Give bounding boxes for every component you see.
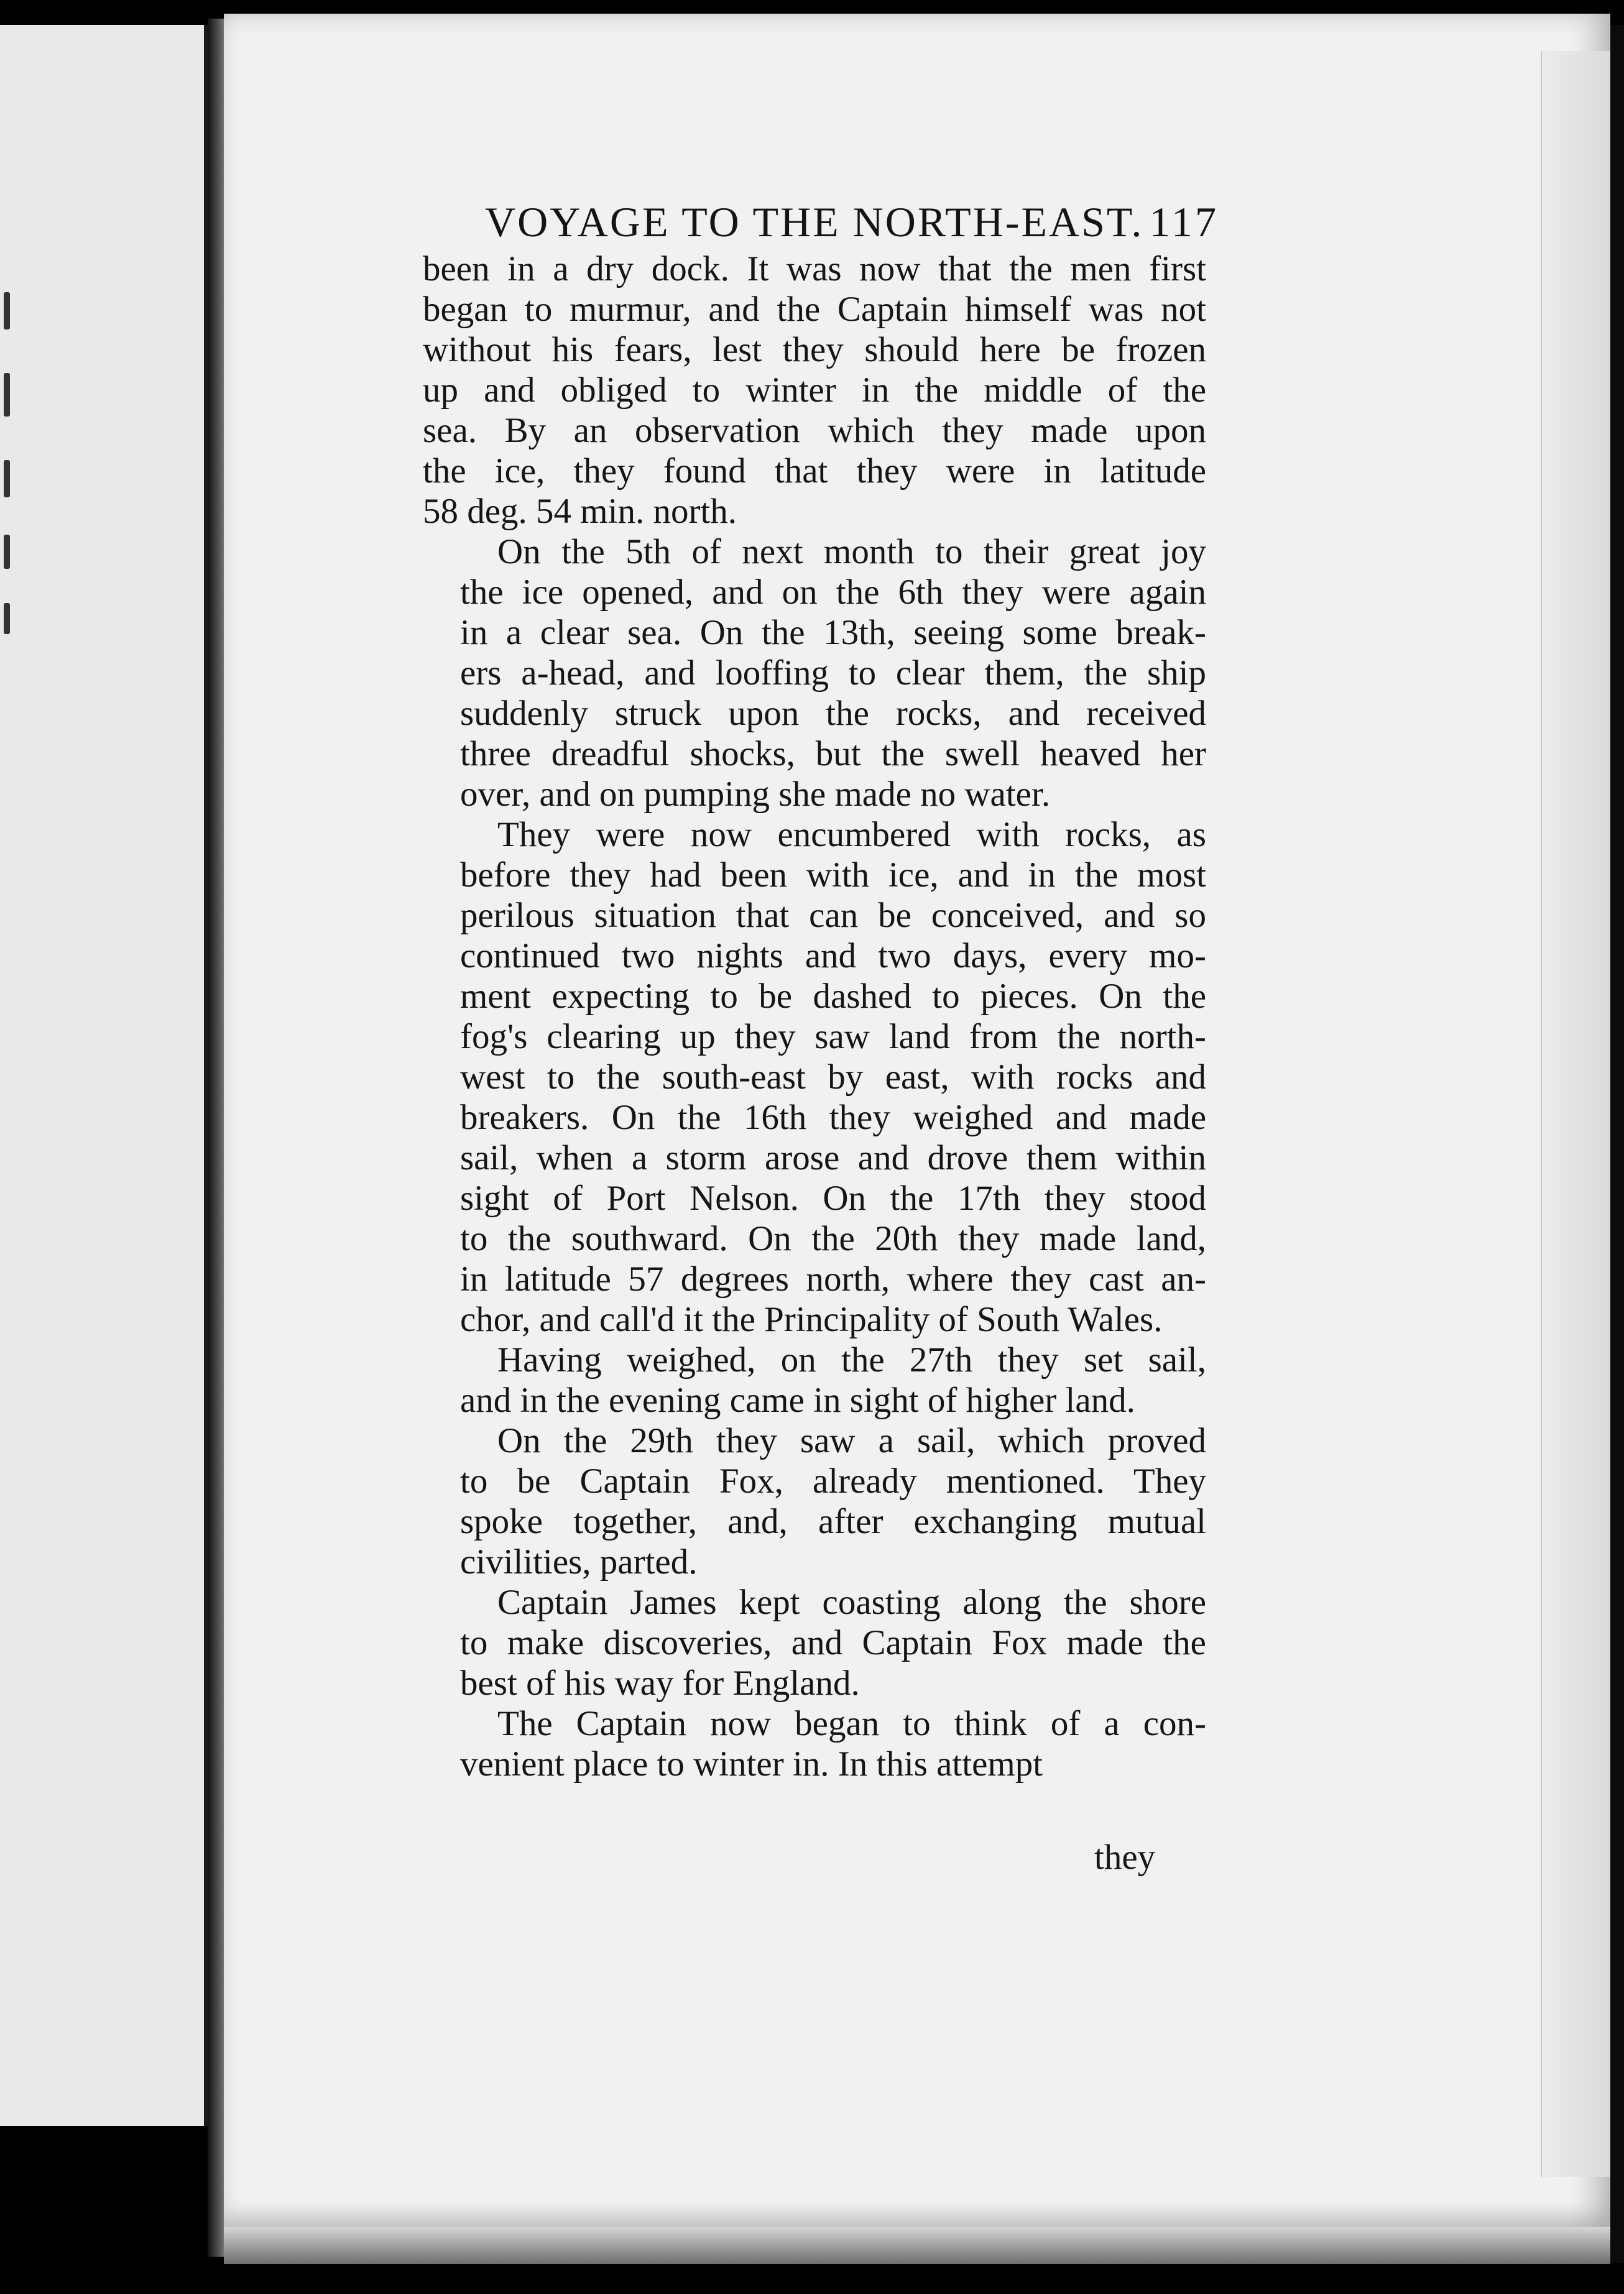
text-line: been in a dry dock. It was now that the men first [423,249,1206,288]
paragraph [423,249,1206,532]
text-line: 58 deg. 54 min. north. [423,492,737,531]
text-line: fog's clearing up they saw land from the north- [460,1017,1206,1056]
text-line: began to murmur, and the Captain himself was not [423,290,1206,329]
text-line: perilous situation that can be conceived, and so [460,896,1206,935]
text-line: civilities, parted. [460,1542,698,1582]
text-line: before they had been with ice, and in the most [460,855,1206,895]
text-line: breakers. On the 16th they weighed and made [460,1098,1206,1137]
text-line: west to the south-east by east, with rocks and [460,1057,1206,1097]
paragraph [423,1582,1206,1703]
paragraph [423,1421,1206,1582]
text-line: three dreadful shocks, but the swell heaved her [460,734,1206,773]
margin-mark [4,603,10,634]
text-line: over, and on pumping she made no water. [460,775,1051,814]
text-line: to make discoveries, and Captain Fox made the [460,1623,1206,1662]
text-line: to the southward. On the 20th they made land, [460,1219,1206,1258]
scan-right-border [1610,25,1624,2263]
margin-mark [4,460,10,497]
text-line: On the 5th of next month to their great joy [497,532,1206,571]
text-line: continued two nights and two days, every mo- [460,936,1206,975]
text-line: On the 29th they saw a sail, which proved [497,1421,1206,1460]
text-line: and in the evening came in sight of higher land. [460,1381,1135,1420]
margin-mark [4,535,10,569]
margin-mark [4,292,10,329]
page-number: 117 [1149,198,1219,246]
paragraph [423,1703,1206,1784]
text-line: suddenly struck upon the rocks, and received [460,694,1206,733]
text-line: the ice opened, and on the 6th they were again [460,573,1206,612]
page-bottom-edge [224,2227,1610,2264]
text-line: sight of Port Nelson. On the 17th they stood [460,1179,1206,1218]
text-line: They were now encumbered with rocks, as [497,815,1206,854]
text-line: in latitude 57 degrees north, where they cast an- [460,1260,1206,1299]
text-line: to be Captain Fox, already mentioned. They [460,1462,1206,1501]
text-line: ers a-head, and looffing to clear them, the ship [460,653,1206,693]
text-line: the ice, they found that they were in latitude [423,451,1206,491]
text-line: in a clear sea. On the 13th, seeing some break- [460,613,1206,652]
paragraph [423,1340,1206,1421]
running-title: VOYAGE TO THE NORTH-EAST. [485,198,1144,246]
text-line: sea. By an observation which they made upon [423,411,1206,450]
text-line: sail, when a storm arose and drove them within [460,1138,1206,1177]
text-line: without his fears, lest they should here be frozen [423,330,1206,369]
margin-mark [4,373,10,417]
left-facing-page-edge [0,25,208,2126]
body-text [423,249,1206,1784]
paragraph [423,532,1206,814]
text-line: spoke together, and, after exchanging mutual [460,1502,1206,1541]
paragraph [423,814,1206,1340]
text-line: up and obliged to winter in the middle of the [423,371,1206,410]
text-line: ment expecting to be dashed to pieces. On the [460,977,1206,1016]
text-line: Captain James kept coasting along the shore [497,1583,1206,1622]
text-line: chor, and call'd it the Principality of South Wales. [460,1300,1163,1339]
text-line: Having weighed, on the 27th they set sail, [497,1340,1206,1380]
text-line: The Captain now began to think of a con- [497,1704,1206,1743]
running-head [485,198,1219,254]
text-line: venient place to winter in. In this attempt [460,1744,1043,1784]
page-fore-edge [1541,51,1610,2177]
text-line: best of his way for England. [460,1664,860,1703]
catchword: they [1094,1838,1156,1877]
